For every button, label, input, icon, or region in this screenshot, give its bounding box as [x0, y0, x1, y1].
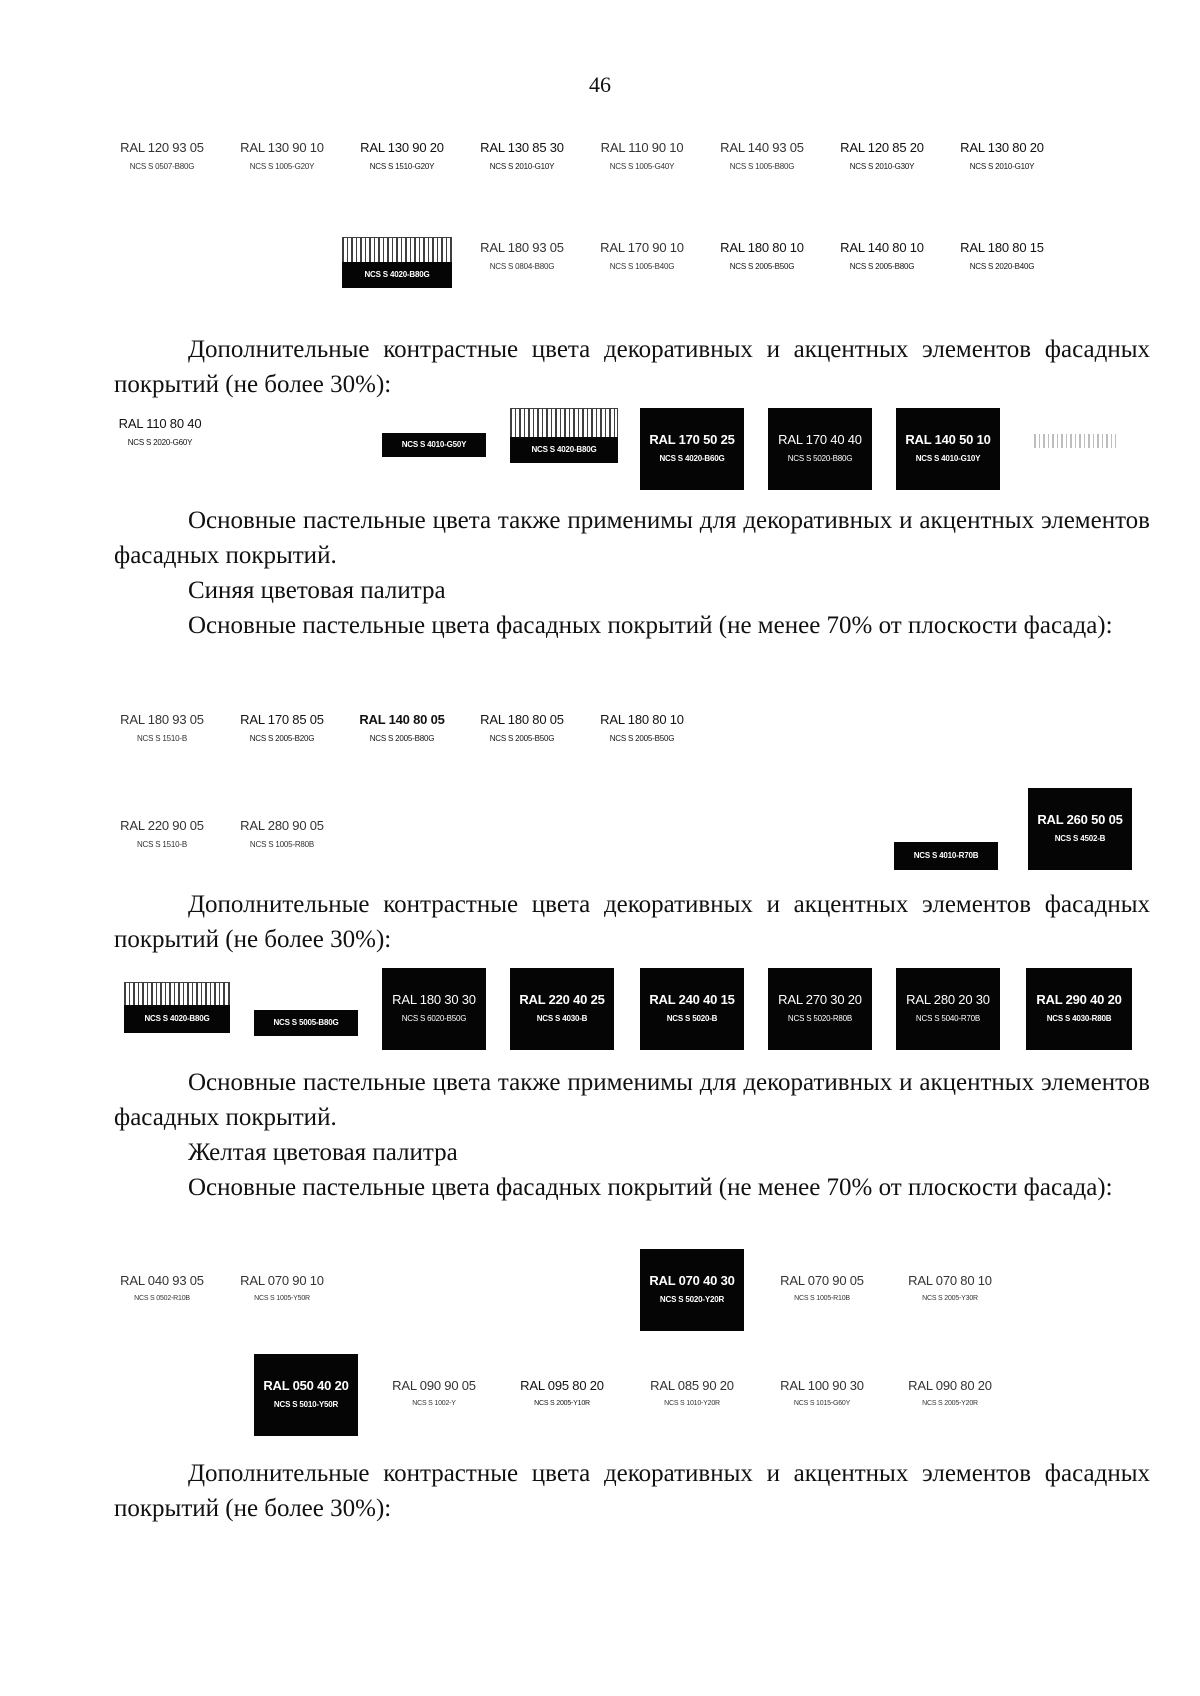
scan-noise	[342, 237, 452, 262]
color-swatch	[222, 1273, 342, 1302]
ncs-code: NCS S 1005-Y50R	[254, 1295, 310, 1302]
color-swatch-dark	[896, 408, 1000, 490]
ral-code: RAL 180 80 10	[600, 712, 684, 727]
color-swatch-dark	[1028, 788, 1132, 870]
ral-code: RAL 090 90 05	[392, 1378, 476, 1393]
color-swatch	[702, 140, 822, 171]
ral-code: RAL 140 80 05	[359, 712, 445, 727]
ral-code: RAL 110 90 10	[600, 140, 684, 155]
color-swatch	[222, 818, 342, 849]
scan-noise	[510, 408, 618, 437]
ncs-code: NCS S 2005-B80G	[369, 734, 435, 743]
ncs-code: NCS S 0502-R10B	[134, 1295, 190, 1302]
color-swatch	[100, 416, 220, 447]
ral-code: RAL 170 85 05	[240, 712, 324, 727]
page-number: 46	[589, 72, 611, 97]
ncs-code: NCS S 2010-G10Y	[969, 162, 1035, 171]
scan-noise	[1034, 434, 1116, 448]
ncs-code: NCS S 5040-R70B	[915, 1014, 981, 1023]
ral-code: RAL 280 20 30	[906, 992, 990, 1007]
color-swatch-faint	[1030, 428, 1120, 448]
ral-code: RAL 100 90 30	[780, 1378, 864, 1393]
ral-code: RAL 085 90 20	[650, 1378, 734, 1393]
color-swatch	[702, 240, 822, 271]
color-swatch	[462, 712, 582, 743]
ncs-code: NCS S 4030-B	[536, 1014, 588, 1023]
color-swatch-mixed	[124, 982, 230, 1033]
ncs-code: NCS S 5010-Y50R	[273, 1400, 339, 1409]
ncs-code: NCS S 1015-G60Y	[793, 1400, 851, 1407]
ral-code: RAL 130 85 30	[480, 140, 564, 155]
ncs-code: NCS S 1510-B	[136, 734, 188, 743]
ral-code: RAL 220 90 05	[120, 818, 204, 833]
color-swatch	[582, 712, 702, 743]
ncs-code: NCS S 2005-B50G	[489, 734, 555, 743]
color-swatch	[632, 1378, 752, 1407]
ncs-code: NCS S 4010-G10Y	[915, 454, 981, 463]
ral-code: RAL 110 80 40	[118, 416, 202, 431]
ncs-code: NCS S 4030-R80B	[1046, 1014, 1112, 1023]
ral-code: RAL 130 80 20	[960, 140, 1044, 155]
color-swatch	[890, 1273, 1010, 1302]
color-swatch	[374, 1378, 494, 1407]
ncs-code: NCS S 4020-B80G	[342, 262, 452, 288]
color-swatch	[582, 140, 702, 171]
ral-code: RAL 130 90 10	[240, 140, 324, 155]
ncs-code: NCS S 1002-Y	[412, 1400, 456, 1407]
ral-code: RAL 170 50 25	[649, 432, 735, 447]
ncs-code: NCS S 6020-B50G	[401, 1014, 467, 1023]
color-swatch	[890, 1378, 1010, 1407]
ncs-code: NCS S 2010-G10Y	[489, 162, 555, 171]
color-swatch	[502, 1378, 622, 1407]
ncs-code: NCS S 2005-Y10R	[534, 1400, 590, 1407]
paragraph-main-blue: Основные пастельные цвета фасадных покрытий (не менее 70% от плоскости фасада):	[188, 612, 1113, 639]
ral-code: RAL 170 40 40	[778, 432, 862, 447]
color-swatch-dark	[254, 1354, 358, 1436]
ral-code: RAL 070 90 05	[780, 1273, 864, 1288]
color-swatch	[762, 1273, 882, 1302]
ncs-code: NCS S 4020-B80G	[510, 437, 618, 463]
color-swatch	[462, 140, 582, 171]
section-heading-yellow: Желтая цветовая палитра	[188, 1139, 458, 1166]
ral-code: RAL 070 90 10	[240, 1273, 324, 1288]
ral-code: RAL 040 93 05	[120, 1273, 204, 1288]
color-swatch	[102, 140, 222, 171]
ral-code: RAL 180 80 05	[480, 712, 564, 727]
color-swatch	[102, 712, 222, 743]
ncs-code: NCS S 2005-B50G	[729, 262, 795, 271]
ncs-code: NCS S 4020-B80G	[124, 1005, 230, 1033]
ncs-code: NCS S 1010-Y20R	[664, 1400, 720, 1407]
paragraph-accent-green: Дополнительные контрастные цвета декоративных и акцентных элементов фасадных покрытий (не более 30%):	[114, 336, 1150, 398]
color-swatch	[102, 818, 222, 849]
color-swatch-dark	[640, 968, 744, 1050]
ncs-code: NCS S 2020-G60Y	[127, 438, 193, 447]
ncs-code: NCS S 5020-B	[666, 1014, 718, 1023]
ncs-code: NCS S 2020-B40G	[969, 262, 1035, 271]
ral-code: RAL 120 93 05	[120, 140, 204, 155]
color-swatch	[222, 712, 342, 743]
ncs-code: NCS S 0804-B80G	[489, 262, 555, 271]
ral-code: RAL 070 80 10	[908, 1273, 992, 1288]
color-swatch-dark	[510, 968, 614, 1050]
ral-code: RAL 260 50 05	[1037, 812, 1123, 827]
ral-code: RAL 140 80 10	[840, 240, 924, 255]
paragraph-main-yellow: Основные пастельные цвета фасадных покрытий (не менее 70% от плоскости фасада):	[188, 1174, 1113, 1201]
ncs-code: NCS S 2005-B80G	[849, 262, 915, 271]
color-swatch	[342, 712, 462, 743]
color-swatch	[582, 240, 702, 271]
ncs-code: NCS S 1005-R10B	[794, 1295, 850, 1302]
ral-code: RAL 240 40 15	[649, 992, 735, 1007]
color-swatch	[102, 1273, 222, 1302]
section-heading-blue: Синяя цветовая палитра	[188, 577, 446, 604]
ncs-code: NCS S 0507-B80G	[129, 162, 195, 171]
ncs-code: NCS S 2005-B20G	[249, 734, 315, 743]
color-swatch-dark	[382, 433, 486, 457]
ncs-code: NCS S 2005-Y20R	[922, 1400, 978, 1407]
color-swatch-dark	[640, 1249, 744, 1331]
ncs-code: NCS S 1005-B40G	[609, 262, 675, 271]
ncs-code: NCS S 2010-G30Y	[849, 162, 915, 171]
ral-code: RAL 180 30 30	[392, 992, 476, 1007]
ncs-code: NCS S 1005-R80B	[249, 840, 315, 849]
paragraph-accent-blue: Дополнительные контрастные цвета декоративных и акцентных элементов фасадных покрытий (не более 30%):	[114, 891, 1150, 953]
color-swatch	[822, 240, 942, 271]
ral-code: RAL 140 93 05	[720, 140, 804, 155]
ncs-code: NCS S 4502-B	[1054, 834, 1106, 843]
color-swatch	[942, 240, 1062, 271]
color-swatch-dark	[768, 408, 872, 490]
color-swatch	[822, 140, 942, 171]
ncs-code: NCS S 4010-R70B	[894, 842, 998, 870]
color-swatch-dark	[768, 968, 872, 1050]
color-swatch	[342, 140, 462, 171]
ral-code: RAL 180 80 15	[960, 240, 1044, 255]
color-swatch-dark	[254, 1010, 358, 1036]
ral-code: RAL 180 93 05	[480, 240, 564, 255]
color-swatch-dark	[896, 968, 1000, 1050]
ral-code: RAL 220 40 25	[519, 992, 605, 1007]
ral-code: RAL 090 80 20	[908, 1378, 992, 1393]
ncs-code: NCS S 5020-R80B	[787, 1014, 853, 1023]
ncs-code: NCS S 1005-G20Y	[249, 162, 315, 171]
paragraph-pastel-applicable: Основные пастельные цвета также применимы для декоративных и акцентных элементов фасадных покрытий.	[114, 1069, 1150, 1131]
color-swatch-dark	[894, 842, 998, 870]
ncs-code: NCS S 1510-G20Y	[369, 162, 435, 171]
paragraph-accent-yellow: Дополнительные контрастные цвета декоративных и акцентных элементов фасадных покрытий (не более 30%):	[114, 1460, 1150, 1522]
ral-code: RAL 270 30 20	[778, 992, 862, 1007]
ncs-code: NCS S 1005-B80G	[729, 162, 795, 171]
scan-noise	[124, 982, 230, 1005]
ral-code: RAL 180 80 10	[720, 240, 804, 255]
ral-code: RAL 050 40 20	[263, 1378, 349, 1393]
ncs-code: NCS S 1005-G40Y	[609, 162, 675, 171]
color-swatch-dark	[1026, 968, 1132, 1050]
ncs-code: NCS S 5020-B80G	[787, 454, 853, 463]
ncs-code: NCS S 4010-G50Y	[382, 433, 486, 457]
ncs-code: NCS S 4020-B60G	[659, 454, 725, 463]
ral-code: RAL 280 90 05	[240, 818, 324, 833]
ncs-code: NCS S 1510-B	[136, 840, 188, 849]
ral-code: RAL 290 40 20	[1036, 992, 1122, 1007]
color-swatch-mixed	[342, 237, 452, 288]
ncs-code: NCS S 2005-Y30R	[922, 1295, 978, 1302]
ncs-code: NCS S 2005-B50G	[609, 734, 675, 743]
ncs-code: NCS S 5005-B80G	[254, 1010, 358, 1036]
ral-code: RAL 095 80 20	[520, 1378, 604, 1393]
ral-code: RAL 130 90 20	[360, 140, 444, 155]
ncs-code: NCS S 5020-Y20R	[659, 1295, 725, 1304]
ral-code: RAL 120 85 20	[840, 140, 924, 155]
ral-code: RAL 070 40 30	[649, 1273, 735, 1288]
color-swatch-dark	[382, 968, 486, 1050]
color-swatch	[942, 140, 1062, 171]
color-swatch	[222, 140, 342, 171]
color-swatch-dark	[640, 408, 744, 490]
ral-code: RAL 140 50 10	[905, 432, 991, 447]
color-swatch	[462, 240, 582, 271]
ral-code: RAL 170 90 10	[600, 240, 684, 255]
ral-code: RAL 180 93 05	[120, 712, 204, 727]
paragraph-pastel-applicable: Основные пастельные цвета также применимы для декоративных и акцентных элементов фасадных покрытий.	[114, 507, 1150, 569]
color-swatch-mixed	[510, 408, 618, 463]
color-swatch	[762, 1378, 882, 1407]
